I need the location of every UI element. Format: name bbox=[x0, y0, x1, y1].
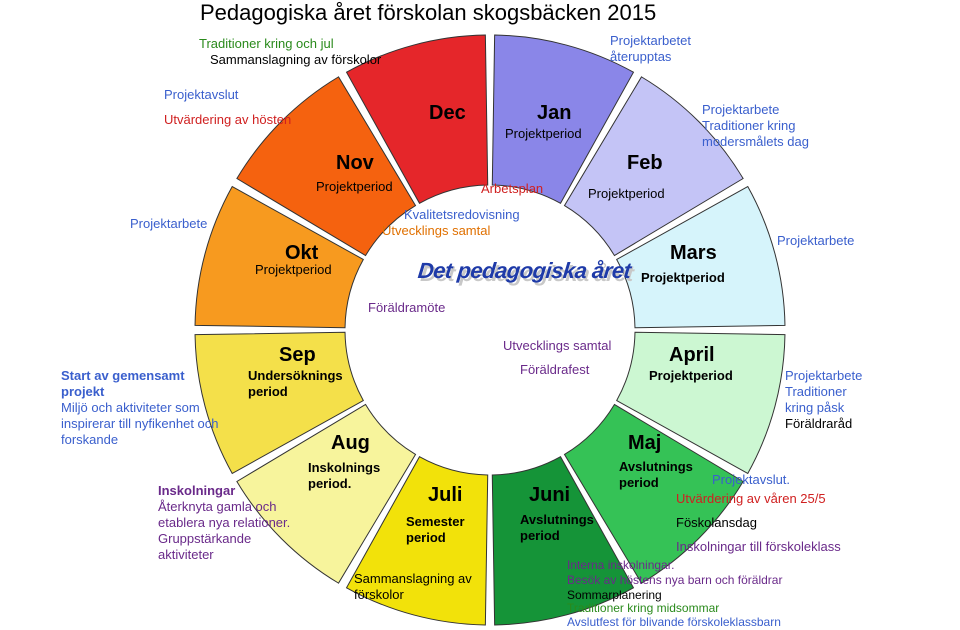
month-april-label: Projektperiod bbox=[649, 368, 733, 383]
note-maj-1: Projektavslut. bbox=[712, 472, 791, 487]
month-mars-label: Projektperiod bbox=[641, 270, 725, 285]
inner-utv2: Utvecklings samtal bbox=[503, 338, 612, 353]
month-nov: Nov bbox=[336, 152, 374, 174]
month-maj-label1: Avslutnings bbox=[619, 459, 693, 474]
month-nov-label: Projektperiod bbox=[316, 179, 393, 194]
month-aug: Aug bbox=[331, 432, 370, 454]
note-bottom-center-1: Sammanslagning av bbox=[354, 571, 472, 586]
note-bottom-center-2: förskolor bbox=[354, 587, 404, 602]
note-inskol-1: Inskolningar bbox=[158, 483, 236, 498]
month-juli: Juli bbox=[428, 484, 463, 506]
note-inskol-3: etablera nya relationer. bbox=[158, 515, 291, 530]
note-sw-4: inspirerar till nyfikenhet och bbox=[61, 416, 219, 431]
note-ne-2: Traditioner kring bbox=[702, 118, 796, 133]
month-feb-label: Projektperiod bbox=[588, 186, 665, 201]
month-aug-label2: period. bbox=[308, 476, 352, 491]
note-inskol-5: aktiviteter bbox=[158, 547, 214, 562]
note-se-2: Traditioner bbox=[785, 384, 847, 399]
month-juli-label1: Semester bbox=[406, 514, 465, 529]
note-sw-5: forskande bbox=[61, 432, 119, 447]
note-se-1: Projektarbete bbox=[785, 368, 863, 383]
month-dec: Dec bbox=[429, 102, 466, 124]
page-title: Pedagogiska året förskolan skogsbäcken 2015 bbox=[200, 0, 657, 25]
month-jan: Jan bbox=[537, 102, 572, 124]
note-inskol-2: Återknyta gamla och bbox=[158, 499, 277, 514]
note-maj-3: Föskolansdag bbox=[676, 515, 757, 530]
note-e-projektarbete: Projektarbete bbox=[777, 233, 855, 248]
note-ne-3: modersmålets dag bbox=[702, 134, 809, 149]
note-sw-2: projekt bbox=[61, 384, 105, 399]
month-okt-label: Projektperiod bbox=[255, 262, 332, 277]
inner-foraldramote: Föräldramöte bbox=[368, 300, 446, 315]
inner-kvalitet: Kvalitetsredovisning bbox=[404, 207, 520, 222]
month-april: April bbox=[669, 344, 715, 366]
note-maj-4: Inskolningar till förskoleklass bbox=[676, 539, 841, 554]
month-sep-label2: period bbox=[248, 384, 288, 399]
note-maj-2: Utvärdering av våren 25/5 bbox=[676, 491, 826, 506]
month-feb: Feb bbox=[627, 152, 663, 174]
month-jan-label: Projektperiod bbox=[505, 126, 582, 141]
month-juni-label1: Avslutnings bbox=[520, 512, 594, 527]
note-bottom-3: Sommarplanering bbox=[567, 588, 662, 602]
inner-utv1: Utvecklings samtal bbox=[382, 223, 491, 238]
note-sw-1: Start av gemensamt bbox=[61, 368, 185, 383]
note-bottom-4: Traditioner kring midsommar bbox=[567, 601, 720, 615]
month-juli-label2: period bbox=[406, 530, 446, 545]
month-sep-label1: Undersöknings bbox=[248, 368, 343, 383]
note-bottom-1: Interna inskolningar. bbox=[567, 558, 675, 572]
note-ne-1: Projektarbete bbox=[702, 102, 780, 117]
month-juni: Juni bbox=[529, 484, 571, 506]
note-top-left-2: Sammanslagning av förskolor bbox=[210, 52, 382, 67]
center-logo: Det pedagogiska året bbox=[416, 258, 632, 283]
note-inskol-4: Gruppstärkande bbox=[158, 531, 252, 546]
note-bottom-5: Avslutfest för blivande förskoleklassbarn bbox=[567, 615, 781, 629]
note-se-3: kring påsk bbox=[785, 400, 845, 415]
month-sep: Sep bbox=[279, 344, 316, 366]
note-sw-3: Miljö och aktiviteter som bbox=[61, 400, 200, 415]
note-top-left-1: Traditioner kring och jul bbox=[199, 36, 334, 51]
note-nw-2: Utvärdering av hösten bbox=[164, 112, 292, 127]
note-se-4: Föräldraråd bbox=[785, 416, 853, 431]
note-top-right-2: återupptas bbox=[610, 49, 672, 64]
month-mars: Mars bbox=[670, 242, 717, 264]
month-okt: Okt bbox=[285, 242, 319, 264]
month-maj-label2: period bbox=[619, 475, 659, 490]
note-w-projektarbete: Projektarbete bbox=[130, 216, 208, 231]
month-aug-label1: Inskolnings bbox=[308, 460, 381, 475]
note-nw-1: Projektavslut bbox=[164, 87, 239, 102]
month-juni-label2: period bbox=[520, 528, 560, 543]
inner-arbetsplan: Arbetsplan bbox=[481, 181, 544, 196]
note-top-right-1: Projektarbetet bbox=[610, 33, 691, 48]
inner-foraldrafest: Föräldrafest bbox=[520, 362, 590, 377]
note-bottom-2: Besök av höstens nya barn och föräldrar bbox=[567, 573, 783, 587]
month-maj: Maj bbox=[628, 432, 662, 454]
